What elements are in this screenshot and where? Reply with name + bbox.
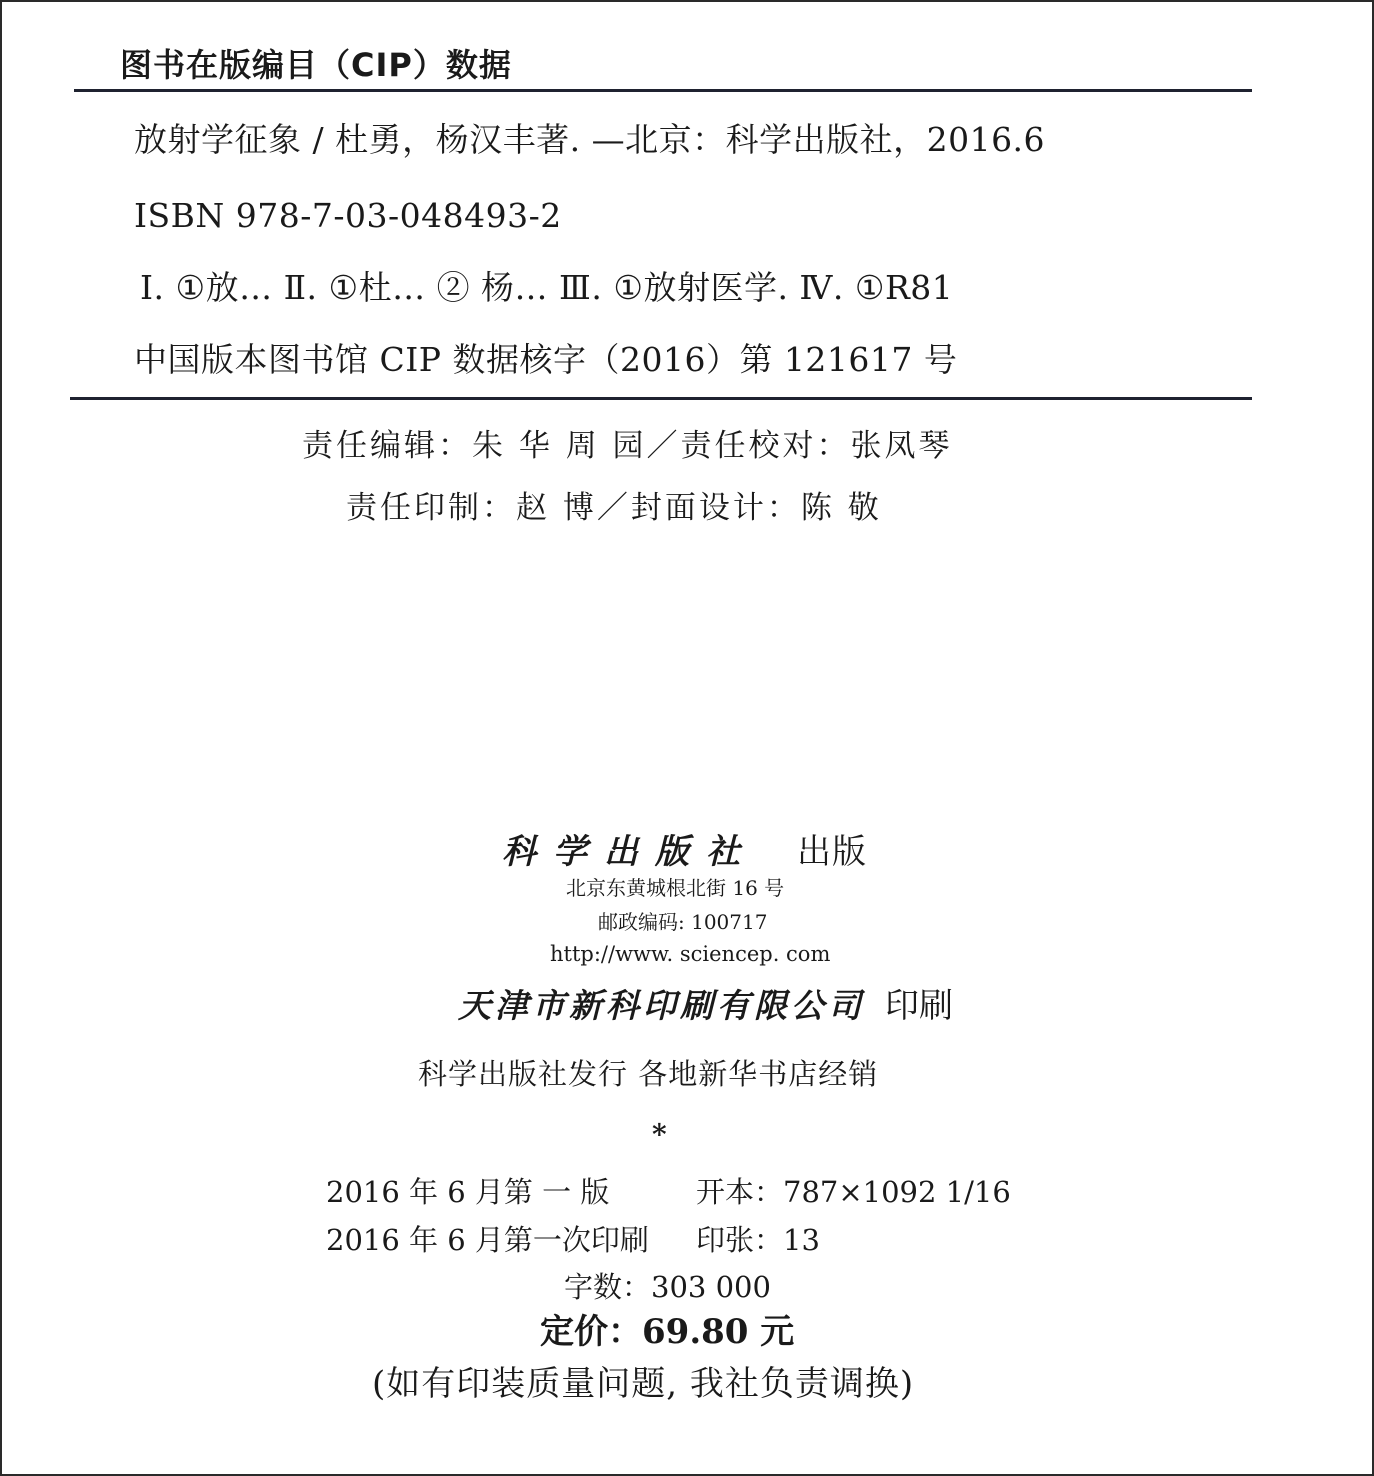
- cip-title-line: 放射学征象 / 杜勇，杨汉丰著. —北京：科学出版社，2016.6: [134, 120, 1046, 159]
- publisher-address: 北京东黄城根北街 16 号: [566, 876, 785, 900]
- staff-production: 责任印制：赵 博／封面设计：陈 敬: [346, 490, 882, 526]
- cip-heading: 图书在版编目（CIP）数据: [120, 46, 512, 84]
- cip-record-number: 中国版本图书馆 CIP 数据核字（2016）第 121617 号: [134, 340, 958, 379]
- publisher-postcode: 邮政编码: 100717: [598, 910, 768, 934]
- cip-isbn: ISBN 978-7-03-048493-2: [134, 196, 562, 235]
- price: 定价：69.80 元: [540, 1312, 795, 1352]
- printer-suffix: 印刷: [885, 986, 953, 1026]
- printing-info: 2016 年 6 月第一次印刷: [326, 1223, 649, 1257]
- publisher-line: [502, 824, 867, 873]
- staff-editors: 责任编辑：朱 华 周 园／责任校对：张凤琴: [302, 428, 953, 464]
- quality-notice: (如有印装质量问题, 我社负责调换): [372, 1364, 915, 1404]
- sheets-info: 印张：13: [696, 1223, 820, 1257]
- printer-name: 天津市新科印刷有限公司: [458, 986, 865, 1025]
- word-count-info: 字数：303 000: [564, 1270, 771, 1304]
- distribution-line: 科学出版社发行 各地新华书店经销: [418, 1057, 879, 1091]
- cip-bottom-rule: [70, 397, 1252, 400]
- cip-classification: Ⅰ. ①放… Ⅱ. ①杜… ② 杨… Ⅲ. ①放射医学. Ⅳ. ①R81: [140, 268, 954, 307]
- printer-line: [458, 978, 953, 1027]
- separator-asterisk: *: [652, 1118, 667, 1151]
- cip-top-rule: [74, 89, 1252, 92]
- format-info: 开本：787×1092 1/16: [696, 1175, 1011, 1209]
- edition-info: 2016 年 6 月第 一 版: [326, 1175, 610, 1209]
- publisher-name: 科学出版社: [502, 832, 757, 872]
- publisher-suffix: 出版: [797, 832, 867, 872]
- publisher-website: http://www. sciencep. com: [550, 942, 831, 966]
